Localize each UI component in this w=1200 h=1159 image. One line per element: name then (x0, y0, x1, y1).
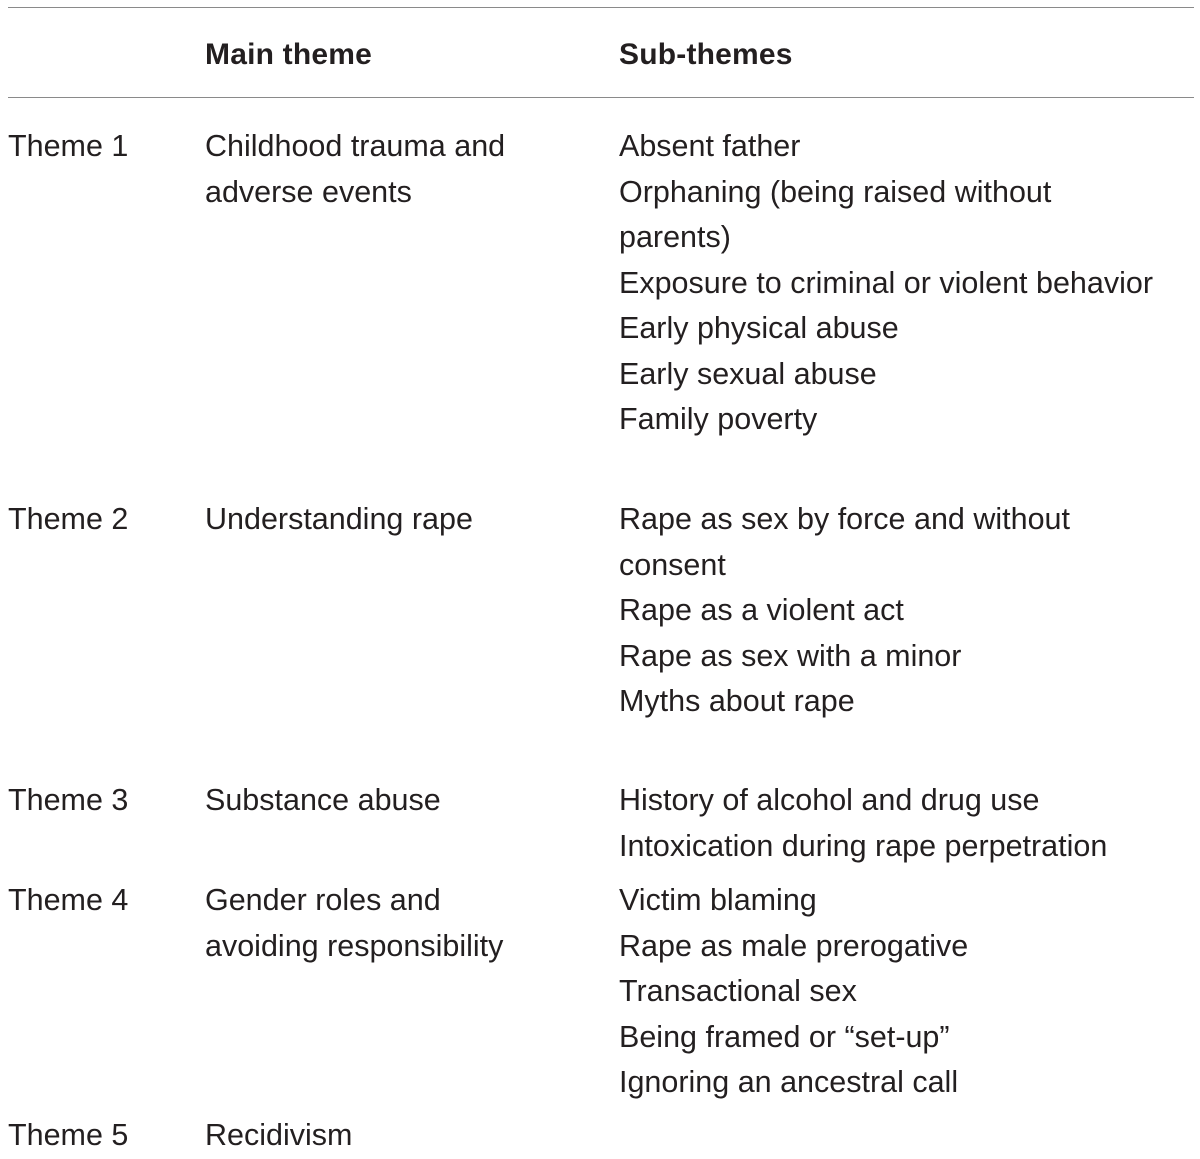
row-main-theme-5 (205, 1113, 352, 1159)
row-subs-theme-3 (619, 778, 1107, 869)
sub-theme-item: Early physical abuse (619, 311, 899, 345)
row-label-theme-1: Theme 1 (8, 129, 129, 163)
sub-theme-item: parents) (619, 220, 731, 254)
main-line: adverse events (205, 174, 412, 209)
row-subs-theme-2 (619, 497, 1070, 725)
row-subs-theme-1 (619, 124, 1153, 443)
sub-theme-item: Exposure to criminal or violent behavior (619, 265, 1154, 300)
main-line: Recidivism (205, 1118, 353, 1152)
main-line: Childhood trauma and (205, 129, 506, 163)
sub-theme-item: consent (619, 547, 726, 582)
row-main-theme-4 (205, 878, 503, 969)
sub-theme-item: History of alcohol and drug use (619, 783, 1040, 817)
sub-theme-item: Myths about rape (619, 684, 855, 718)
main-line: avoiding responsibility (205, 928, 504, 963)
sub-theme-item: Rape as sex by force and without (619, 502, 1070, 536)
sub-theme-item: Victim blaming (619, 883, 817, 917)
table-top-rule (8, 7, 1194, 8)
sub-theme-item: Rape as a violent act (619, 593, 904, 627)
sub-theme-item: Absent father (619, 129, 801, 163)
sub-theme-item: Transactional sex (619, 974, 857, 1008)
row-subs-theme-4 (619, 878, 968, 1106)
sub-theme-item: Early sexual abuse (619, 356, 877, 391)
sub-theme-item: Rape as male prerogative (619, 928, 969, 963)
row-label-theme-2: Theme 2 (8, 502, 129, 536)
main-line: Gender roles and (205, 883, 441, 917)
header-main-theme: Main theme (205, 38, 373, 71)
row-main-theme-3 (205, 778, 441, 824)
sub-theme-item: Family poverty (619, 402, 818, 436)
header-rule (8, 97, 1194, 98)
sub-theme-item: Being framed or “set-up” (619, 1019, 950, 1054)
row-label-theme-4: Theme 4 (8, 883, 129, 917)
row-main-theme-1 (205, 124, 505, 215)
row-label-theme-5: Theme 5 (8, 1118, 129, 1152)
main-line: Substance abuse (205, 783, 441, 817)
row-label-theme-3: Theme 3 (8, 783, 129, 817)
sub-theme-item: Orphaning (being raised without (619, 174, 1052, 209)
sub-theme-item: Rape as sex with a minor (619, 638, 962, 673)
row-main-theme-2 (205, 497, 473, 543)
sub-theme-item: Ignoring an ancestral call (619, 1065, 959, 1099)
header-sub-themes: Sub-themes (619, 38, 793, 71)
sub-theme-item: Intoxication during rape perpetration (619, 828, 1108, 863)
main-line: Understanding rape (205, 502, 473, 536)
